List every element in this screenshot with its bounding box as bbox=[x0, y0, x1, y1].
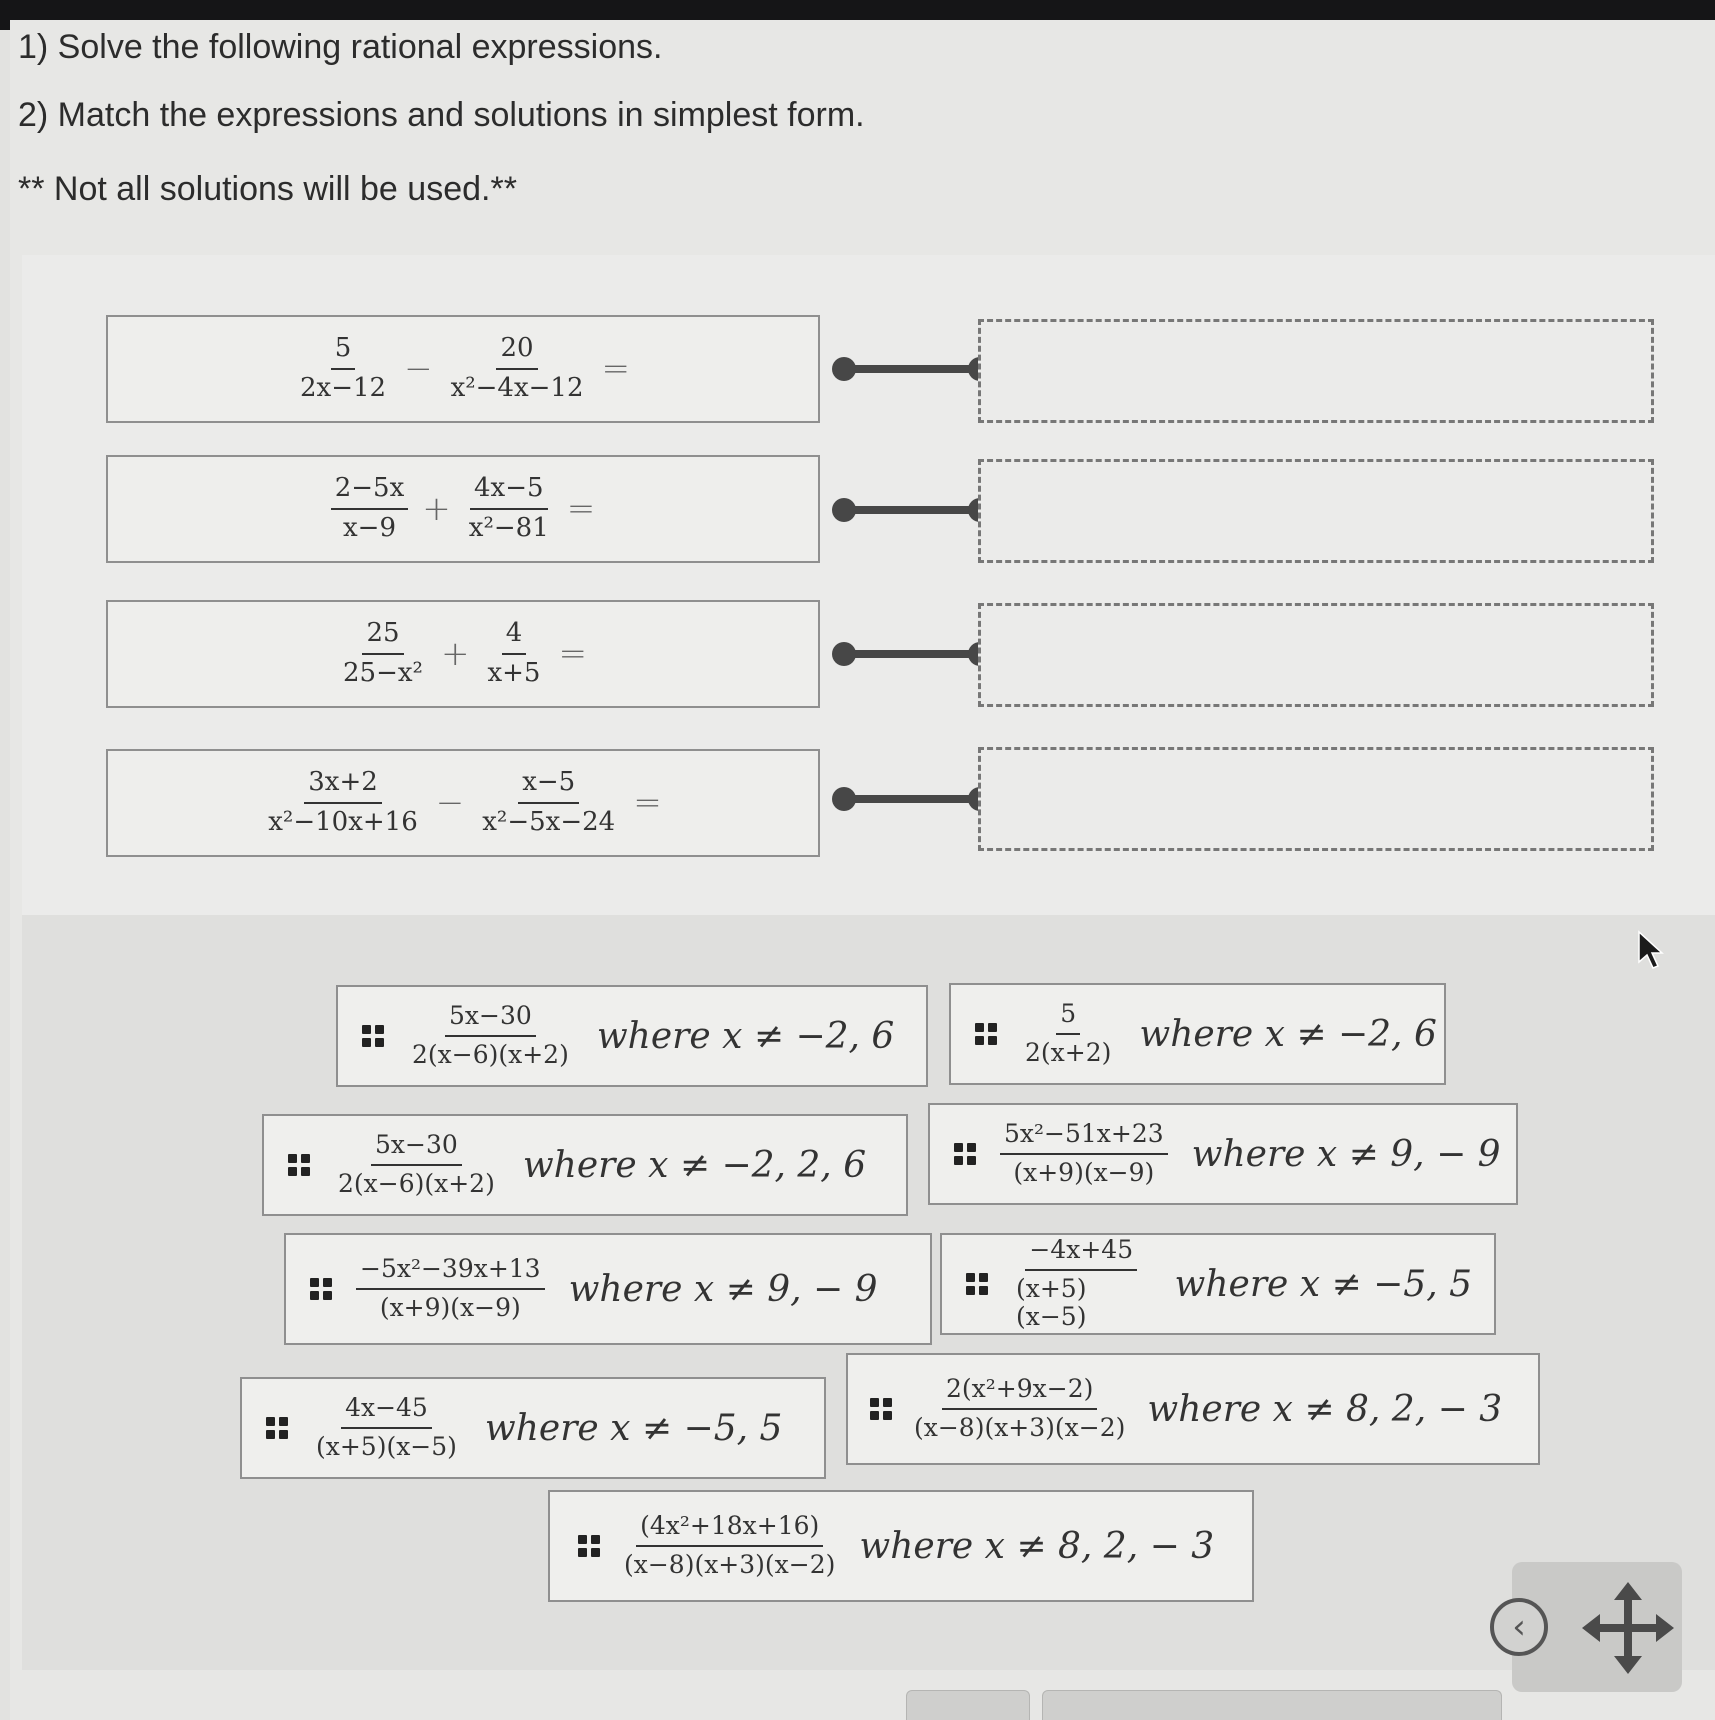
operator: − bbox=[435, 783, 465, 823]
fraction: $\frac{4x-5}{\text{x²−81}}$ bbox=[468, 473, 549, 543]
drag-handle-icon[interactable] bbox=[266, 1417, 288, 1439]
answer-tile-8[interactable] bbox=[846, 1353, 1540, 1465]
drop-zone-1[interactable] bbox=[978, 319, 1654, 423]
drag-handle-icon[interactable] bbox=[310, 1278, 332, 1300]
mouse-pointer-icon bbox=[1636, 930, 1666, 970]
question-expression-4 bbox=[264, 768, 661, 838]
question-expression-1 bbox=[296, 334, 630, 404]
matching-area bbox=[22, 255, 1715, 1670]
question-expression-3 bbox=[339, 619, 587, 689]
answer-tile-1[interactable] bbox=[336, 985, 928, 1087]
answer-fraction: $\frac{\text{2(x²+9x−2)}}{(x-8)(x+3)(x-2)}$ bbox=[914, 1374, 1126, 1442]
answer-restriction: where x ≠ −5, 5 bbox=[1174, 1263, 1472, 1305]
fraction: $\frac{4}{x+5}$ bbox=[487, 618, 541, 688]
answer-fraction: $\frac{4x-45}{(x+5)(x-5)}$ bbox=[316, 1393, 457, 1461]
question-box-2 bbox=[106, 455, 820, 563]
answer-restriction: where x ≠ −2, 6 bbox=[596, 1015, 895, 1057]
operator: + bbox=[440, 634, 470, 674]
answer-fraction: $\frac{5x-30}{2(x-6)(x+2)}$ bbox=[412, 1001, 569, 1069]
answer-tile-3[interactable] bbox=[262, 1114, 908, 1216]
drag-handle-icon[interactable] bbox=[954, 1143, 976, 1165]
answer-fraction: $\frac{\text{5x²−51x+23}}{(x+9)(x-9)}$ bbox=[1000, 1120, 1168, 1188]
drop-zone-4[interactable] bbox=[978, 747, 1654, 851]
answer-fraction: $\frac{\text{−5x²−39x+13}}{(x+9)(x-9)}$ bbox=[356, 1255, 545, 1323]
connector-3 bbox=[832, 641, 992, 667]
drag-handle-icon[interactable] bbox=[578, 1535, 600, 1557]
equals-sign: = bbox=[633, 783, 662, 823]
answer-restriction: where x ≠ 8, 2, − 3 bbox=[1147, 1388, 1503, 1430]
answer-restriction: where x ≠ 9, − 9 bbox=[568, 1268, 878, 1310]
operator: − bbox=[404, 349, 433, 389]
answer-fraction: $\frac{5x-30}{2(x-6)(x+2)}$ bbox=[338, 1130, 495, 1198]
answer-tile-5[interactable] bbox=[284, 1233, 932, 1345]
equals-sign: = bbox=[601, 349, 631, 389]
question-box-3 bbox=[106, 600, 820, 708]
question-box-1 bbox=[106, 315, 820, 423]
answer-restriction: where x ≠ −2, 6 bbox=[1139, 1013, 1437, 1055]
answer-restriction: where x ≠ −2, 2, 6 bbox=[522, 1144, 867, 1186]
answer-tile-2[interactable] bbox=[949, 983, 1446, 1085]
answer-tile-7[interactable] bbox=[240, 1377, 826, 1479]
connector-2 bbox=[832, 497, 992, 523]
answer-tile-6[interactable] bbox=[940, 1233, 1496, 1335]
drop-zone-2[interactable] bbox=[978, 459, 1654, 563]
instruction-note: ** Not all solutions will be used.** bbox=[18, 170, 517, 208]
answer-restriction: where x ≠ −5, 5 bbox=[484, 1407, 783, 1449]
drag-handle-icon[interactable] bbox=[870, 1398, 892, 1420]
answer-fraction: $\frac{5}{2(x+2)}$ bbox=[1025, 999, 1112, 1067]
answer-fraction: $\frac{-4x+45}{(x+5)(x-5)}$ bbox=[1012, 1236, 1151, 1332]
bottom-tab[interactable] bbox=[906, 1690, 1030, 1720]
answer-fraction: $\frac{\text{(4x²+18x+16)}}{(x-8)(x+3)(x-2)}$ bbox=[624, 1511, 836, 1579]
connector-4 bbox=[832, 786, 992, 812]
fraction: $\frac{x-5}{\text{x²−5x−24}}$ bbox=[482, 767, 616, 837]
instruction-1: 1) Solve the following rational expressions. bbox=[18, 28, 663, 66]
fraction: $\frac{20}{\text{x²−4x−12}}$ bbox=[450, 333, 584, 403]
fraction: $\frac{25}{\text{25−x²}}$ bbox=[343, 618, 423, 688]
connector-1 bbox=[832, 356, 992, 382]
instruction-2: 2) Match the expressions and solutions in simplest form. bbox=[18, 96, 865, 134]
fraction: $\frac{3x+2}{\text{x²−10x+16}}$ bbox=[268, 767, 418, 837]
assignment-page bbox=[10, 20, 1715, 1720]
back-arrow-icon[interactable]: ‹ bbox=[1490, 1598, 1548, 1656]
answer-restriction: where x ≠ 8, 2, − 3 bbox=[859, 1525, 1215, 1567]
question-box-4 bbox=[106, 749, 820, 857]
operator: + bbox=[422, 489, 451, 529]
bottom-tab[interactable] bbox=[1042, 1690, 1502, 1720]
drag-handle-icon[interactable] bbox=[975, 1023, 997, 1045]
drag-handle-icon[interactable] bbox=[966, 1273, 988, 1295]
equals-sign: = bbox=[558, 634, 587, 674]
move-arrows-icon[interactable] bbox=[1580, 1580, 1676, 1676]
fraction: $\frac{5}{2x-12}$ bbox=[299, 333, 387, 403]
drag-handle-icon[interactable] bbox=[288, 1154, 310, 1176]
drag-handle-icon[interactable] bbox=[362, 1025, 384, 1047]
drop-zone-3[interactable] bbox=[978, 603, 1654, 707]
answer-restriction: where x ≠ 9, − 9 bbox=[1191, 1133, 1501, 1175]
question-expression-2 bbox=[331, 474, 596, 544]
fraction: $\frac{2-5x}{x-9}$ bbox=[331, 474, 409, 544]
answer-tile-9[interactable] bbox=[548, 1490, 1254, 1602]
equals-sign: = bbox=[566, 489, 596, 529]
answer-tile-4[interactable] bbox=[928, 1103, 1518, 1205]
